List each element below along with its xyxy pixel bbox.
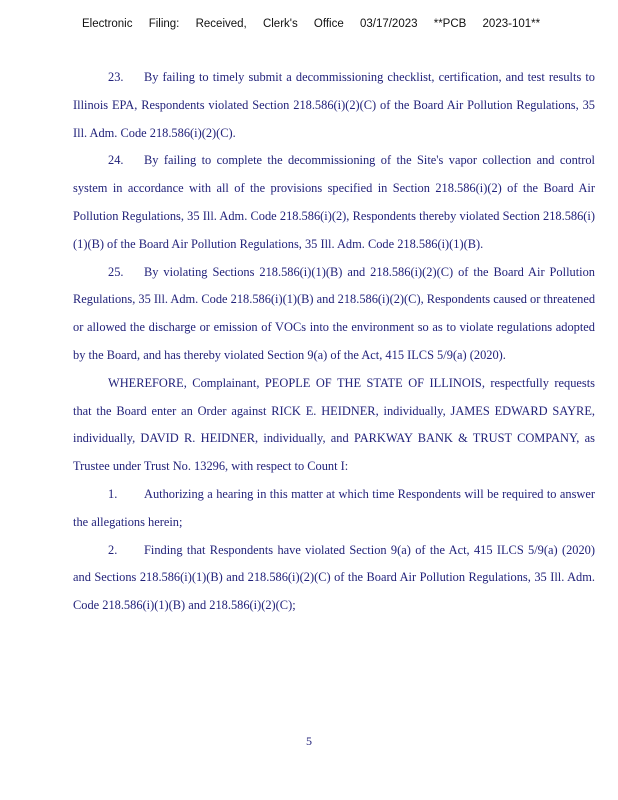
header-date: 03/17/2023	[359, 18, 418, 30]
paragraph-number: 24.	[108, 153, 124, 168]
paragraph-text: By violating Sections 218.586(i)(1)(B) and 218.586(i)(2)(C) of the Board Air Pollution Regulations, 35 Ill. Adm. Code 218.586(i)(1)(B) and 218.586(i)(2)(C), Respondents caused or threatened or allowed the discharge or emission of VOCs into the environment so as to violate regulations adopted by the Board, and has thereby violated Section 9(a) of the Act, 415 ILCS 5/9(a) (2020).	[73, 264, 596, 362]
document-body	[73, 64, 595, 620]
numbered-paragraph	[73, 64, 595, 147]
request-number: 2.	[108, 542, 118, 557]
request-text: Authorizing a hearing in this matter at which time Respondents will be required to answer the allegations herein;	[73, 486, 595, 529]
header-word: Office	[313, 18, 344, 30]
request-text: Finding that Respondents have violated Section 9(a) of the Act, 415 ILCS 5/9(a) (2020) and Sections 218.586(i)(1)(B) and 218.586(i)(2)(C) of the Board Air Pollution Regulations, 35 Ill. Adm. Code 218.586(i)(1)(B) and 218.586(i)(2)(C);	[73, 542, 595, 613]
page-number: 5	[306, 734, 312, 748]
paragraph-text: By failing to timely submit a decommissioning checklist, certification, and test results to Illinois EPA, Respondents violated Section 218.586(i)(2)(C) of the Board Air Pollution Regulations, 35 Ill. Adm. Code 218.586(i)(2)(C).	[73, 70, 595, 140]
header-case-number: 2023-101**	[482, 18, 541, 30]
request-item	[73, 481, 595, 537]
header-case-prefix: **PCB	[433, 18, 467, 30]
header-word: Received,	[195, 18, 247, 30]
filing-stamp-header	[82, 18, 598, 30]
paragraph-number: 23.	[108, 70, 124, 84]
wherefore-text: WHEREFORE, Complainant, PEOPLE OF THE STATE OF ILLINOIS, respectfully requests that the Board enter an Order against RICK E. HEIDNER, individually, JAMES EDWARD SAYRE, individually, DAVID R. HEIDNER, individually, and PARKWAY BANK & TRUST COMPANY, as Trustee under Trust No. 13296, with respect to Count I:	[73, 375, 595, 474]
numbered-paragraph	[73, 259, 595, 370]
request-item	[73, 537, 595, 620]
paragraph-number: 25.	[108, 264, 124, 279]
header-word: Electronic	[82, 18, 133, 30]
header-word: Clerk's	[262, 18, 298, 30]
wherefore-clause	[73, 370, 595, 481]
request-number: 1.	[108, 486, 118, 501]
header-word: Filing:	[148, 18, 180, 30]
numbered-paragraph	[73, 147, 595, 258]
paragraph-text: By failing to complete the decommissioning of the Site's vapor collection and control system in accordance with all of the provisions specified in Section 218.586(i)(2) of the Board Air Pollution Regulations, 35 Ill. Adm. Code 218.586(i)(2), Respondents thereby violated Section 218.586(i)(1)(B) of the Board Air Pollution Regulations, 35 Ill. Adm. Code 218.586(i)(1)(B).	[73, 153, 595, 251]
